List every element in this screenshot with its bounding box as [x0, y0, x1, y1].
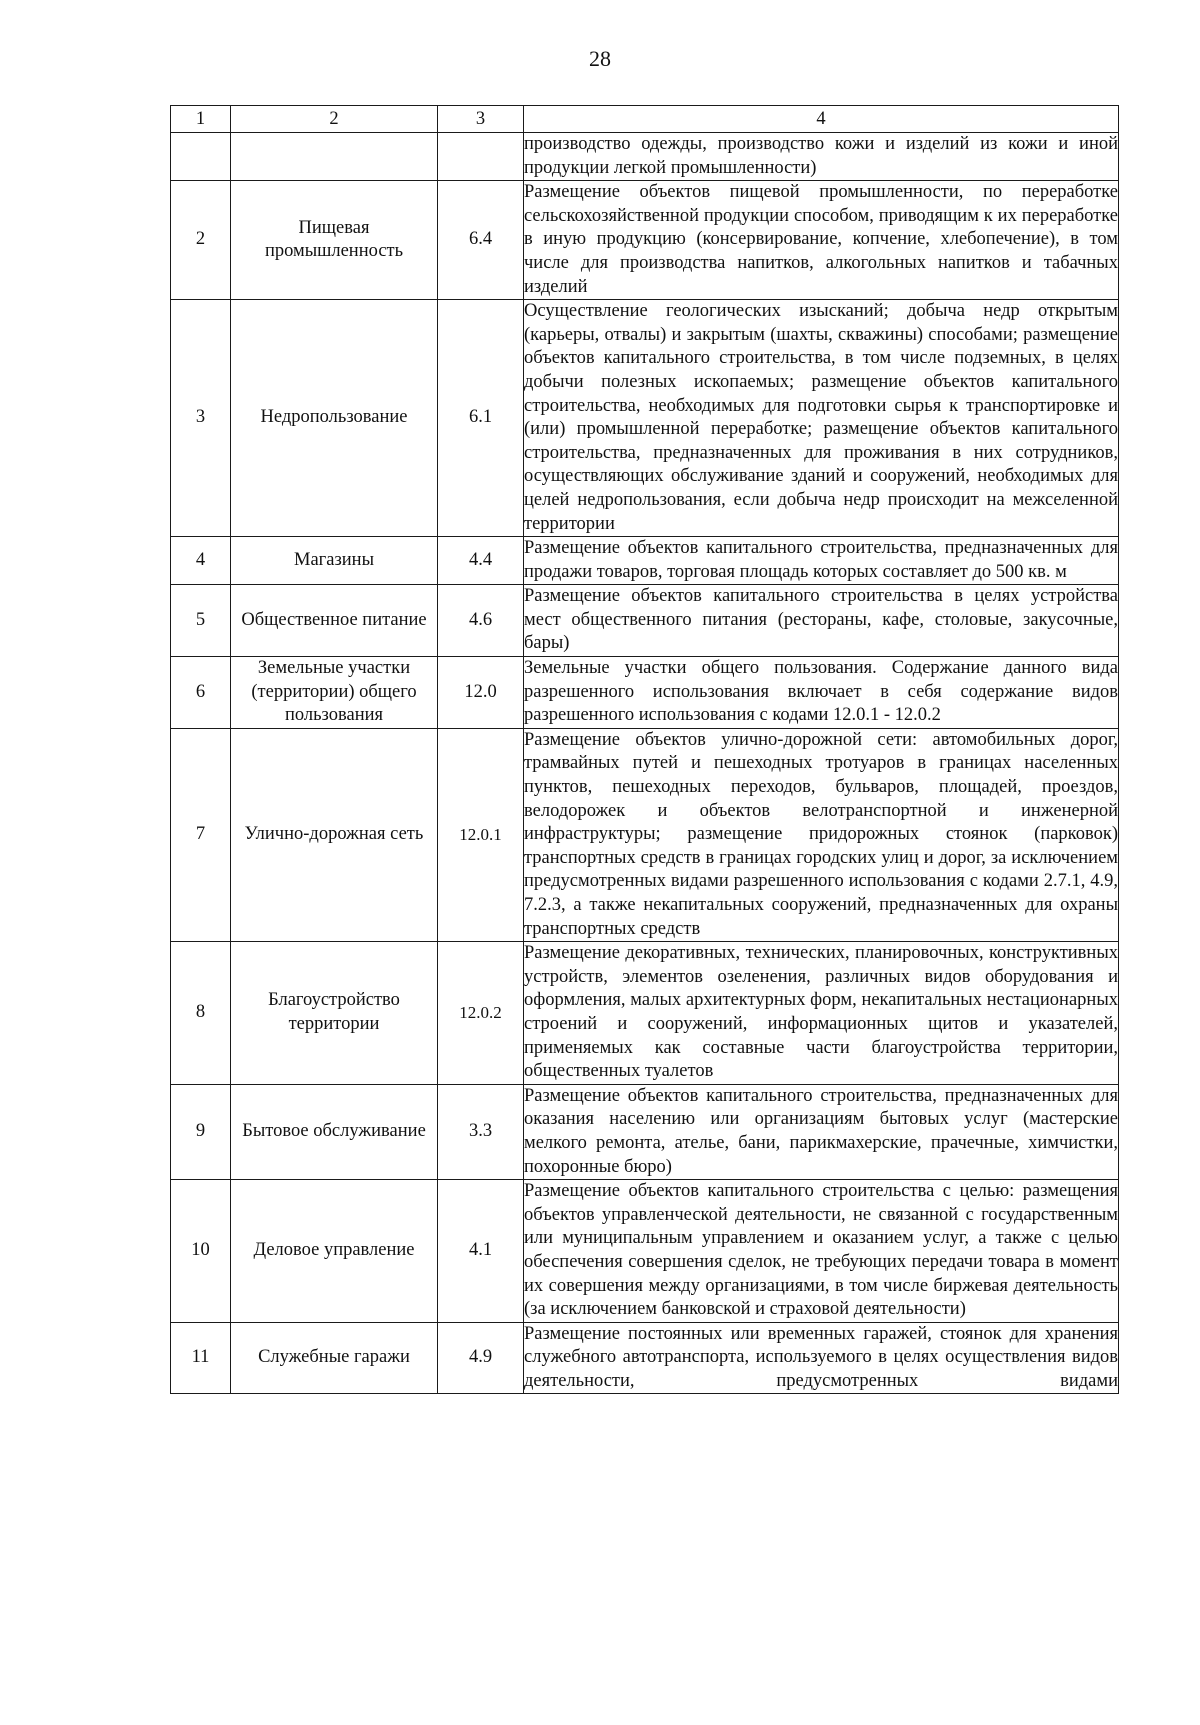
row-name: Служебные гаражи [231, 1322, 438, 1394]
table-row [171, 1322, 1119, 1394]
row-code: 3.3 [438, 1084, 524, 1179]
row-number: 2 [171, 181, 231, 300]
row-name: Благоустройство территории [231, 942, 438, 1085]
row-description: Размещение объектов капитального строительства, предназначенных для продажи товаров, торговая площадь которых составляет до 500 кв. м [524, 537, 1119, 585]
column-header-name: 2 [231, 106, 438, 133]
row-description: Размещение постоянных или временных гаражей, стоянок для хранения служебного автотранспорта, используемого в целях осуществления видов деятельности, предусмотренных видами [524, 1322, 1119, 1394]
row-number: 4 [171, 537, 231, 585]
row-description: Размещение декоративных, технических, планировочных, конструктивных устройств, элементов озеленения, различных видов оборудования и оформления, малых архитектурных форм, некапитальных нестационарных строений и сооружений, информационных щитов и указателей, применяемых как составные части благоустройства территории, общественных туалетов [524, 942, 1119, 1085]
row-number [171, 133, 231, 181]
row-number: 9 [171, 1084, 231, 1179]
table-row [171, 133, 1119, 181]
row-number: 10 [171, 1180, 231, 1323]
row-number: 5 [171, 585, 231, 657]
column-header-number: 1 [171, 106, 231, 133]
row-description: Размещение объектов улично-дорожной сети: автомобильных дорог, трамвайных путей и пешеходных тротуаров в границах населенных пунктов, пешеходных переходов, бульваров, площадей, проездов, велодорожек и объектов велотранспортной и инженерной инфраструктуры; размещение придорожных стоянок (парковок) транспортных средств в границах городских улиц и дорог, за исключением предусмотренных видами разрешенного использования с кодами 2.7.1, 4.9, 7.2.3, а также некапитальных сооружений, предназначенных для охраны транспортных средств [524, 728, 1119, 941]
row-description: Размещение объектов капитального строительства с целью: размещения объектов управленческой деятельности, не связанной с государственным или муниципальным управлением и оказанием услуг, а также с целью обеспечения совершения сделок, не требующих передачи товара в момент их совершения между организациями, в том числе биржевая деятельность (за исключением банковской и страховой деятельности) [524, 1180, 1119, 1323]
row-description: Осуществление геологических изысканий; добыча недр открытым (карьеры, отвалы) и закрытым (шахты, скважины) способами; размещение объектов капитального строительства, в том числе подземных, в целях добычи полезных ископаемых; размещение объектов капитального строительства, необходимых для подготовки сырья к транспортировке и (или) промышленной переработке; размещение объектов капитального строительства, предназначенных для проживания в них сотрудников, осуществляющих обслуживание зданий и сооружений, необходимых для целей недропользования, если добыча недр происходит на межселенной территории [524, 300, 1119, 537]
table-row [171, 728, 1119, 941]
table-row [171, 537, 1119, 585]
row-description: производство одежды, производство кожи и изделий из кожи и иной продукции легкой промышленности) [524, 133, 1119, 181]
table-row [171, 300, 1119, 537]
row-code: 4.1 [438, 1180, 524, 1323]
row-name: Недропользование [231, 300, 438, 537]
row-code: 12.0 [438, 657, 524, 729]
row-description: Земельные участки общего пользования. Содержание данного вида разрешенного использования включает в себя содержание видов разрешенного использования с кодами 12.0.1 - 12.0.2 [524, 657, 1119, 729]
land-use-table [170, 105, 1119, 1394]
column-header-code: 3 [438, 106, 524, 133]
row-name: Общественное питание [231, 585, 438, 657]
row-code: 12.0.2 [438, 942, 524, 1085]
table-row [171, 181, 1119, 300]
row-name: Пищевая промышленность [231, 181, 438, 300]
row-name: Магазины [231, 537, 438, 585]
row-name: Улично-дорожная сеть [231, 728, 438, 941]
table-header-row [171, 106, 1119, 133]
column-header-description: 4 [524, 106, 1119, 133]
row-number: 3 [171, 300, 231, 537]
table-row [171, 1180, 1119, 1323]
row-code: 6.4 [438, 181, 524, 300]
table-row [171, 1084, 1119, 1179]
row-description: Размещение объектов капитального строительства в целях устройства мест общественного питания (рестораны, кафе, столовые, закусочные, бары) [524, 585, 1119, 657]
row-code: 12.0.1 [438, 728, 524, 941]
row-code: 4.4 [438, 537, 524, 585]
row-number: 6 [171, 657, 231, 729]
row-number: 8 [171, 942, 231, 1085]
row-code: 4.6 [438, 585, 524, 657]
table-row [171, 942, 1119, 1085]
row-description: Размещение объектов пищевой промышленности, по переработке сельскохозяйственной продукции способом, приводящим к их переработке в иную продукцию (консервирование, копчение, хлебопечение), в том числе для производства напитков, алкогольных напитков и табачных изделий [524, 181, 1119, 300]
row-code: 6.1 [438, 300, 524, 537]
row-name: Деловое управление [231, 1180, 438, 1323]
page-number: 28 [589, 46, 611, 71]
row-description: Размещение объектов капитального строительства, предназначенных для оказания населению или организациям бытовых услуг (мастерские мелкого ремонта, ателье, бани, парикмахерские, прачечные, химчистки, похоронные бюро) [524, 1084, 1119, 1179]
table-row [171, 585, 1119, 657]
row-name: Земельные участки (территории) общего пользования [231, 657, 438, 729]
table-row [171, 657, 1119, 729]
row-name [231, 133, 438, 181]
row-number: 11 [171, 1322, 231, 1394]
row-code: 4.9 [438, 1322, 524, 1394]
row-name: Бытовое обслуживание [231, 1084, 438, 1179]
row-code [438, 133, 524, 181]
row-number: 7 [171, 728, 231, 941]
